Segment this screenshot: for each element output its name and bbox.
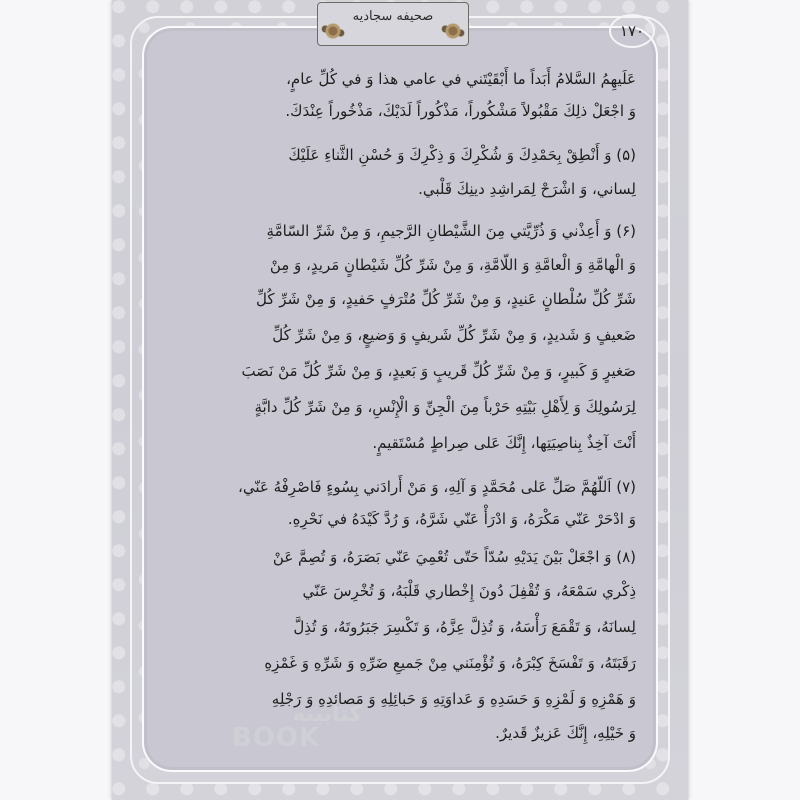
text-line: (۷) اَللّهُمَّ صَلِّ عَلى مُحَمَّدٍ وَ آلِهِ، وَ مَنْ أَرادَني بِسُوءٍ فَاصْرِفْهُ عَنّي، [237, 478, 636, 496]
text-line: (۵) وَ أَنْطِقْ بِحَمْدِكَ وَ شُكْرِكَ وَ ذِكْرِكَ وَ حُسْنِ الثَّناءِ عَلَيْكَ [288, 146, 636, 164]
ketabineh-book-watermark [232, 702, 362, 753]
text-line: رَقَبَتَهُ، وَ تَفْسَخَ كِبْرَهُ، وَ تُؤْمِنَني مِنْ جَميعِ ضَرِّهِ وَ شَرِّهِ وَ غَمْزِهِ [264, 654, 636, 672]
text-line: (۶) وَ أَعِذْني وَ ذُرِّيَّتي مِنَ الشَّيْطانِ الرَّجيمِ، وَ مِنْ شَرِّ السّامَّةِ [266, 222, 636, 240]
floral-ornament-icon [320, 21, 346, 41]
text-line: وَ الْهامَّةِ وَ الْعامَّةِ وَ اللّامَّةِ، وَ مِنْ شَرِّ كُلِّ شَيْطانٍ مَريدٍ، وَ مِنْ [269, 256, 636, 274]
text-line: وَ خَيْلِهِ، إِنَّكَ عَزيزٌ قَديرٌ. [495, 724, 636, 742]
text-line: صَغيرٍ وَ كَبيرٍ، وَ مِنْ شَرِّ كُلِّ قَريبٍ وَ بَعيدٍ، وَ مِنْ شَرِّ كُلِّ مَنْ نَصَبَ [241, 362, 636, 380]
text-line: عَلَيهِمُ السَّلامُ أَبَداً ما أَبْقَيْتَني في عامي هذا وَ في كُلِّ عامٍ، [286, 70, 636, 88]
text-line: لِسانَهُ، وَ تَقْمَعَ رَأْسَهُ، وَ تُذِلَّ عِزَّهُ، وَ تَكْسِرَ جَبَرُوتَهُ، وَ تُذِلَّ [293, 618, 636, 636]
book-page [112, 0, 688, 800]
text-line: لِساني، وَ اشْرَحْ لِمَراشِدِ دينِكَ قَلْبي. [418, 180, 636, 198]
page-title: صحیفه سجادیه [352, 9, 434, 24]
header-title-box [317, 2, 469, 46]
text-line: أَنْتَ آخِذٌ بِناصِيَتِها، إِنَّكَ عَلى صِراطٍ مُسْتَقيمٍ. [372, 434, 636, 452]
text-line: وَ هَمْزِهِ وَ لَمْزِهِ وَ حَسَدِهِ وَ عَداوَتِهِ وَ حَبائِلِهِ وَ مَصائِدِهِ وَ رَجْلِهِ [271, 690, 636, 708]
text-line: وَ ادْحَرْ عَنّي مَكْرَهُ، وَ ادْرَأْ عَنّي شَرَّهُ، وَ رُدَّ كَيْدَهُ في نَحْرِهِ. [287, 510, 636, 528]
text-line: وَ اجْعَلْ ذلِكَ مَقْبُولاً مَشْكُوراً، مَذْكُوراً لَدَيْكَ، مَذْخُوراً عِنْدَكَ. [285, 102, 636, 120]
text-line: شَرِّ كُلِّ سُلْطانٍ عَنيدٍ، وَ مِنْ شَرِّ كُلِّ مُتْرَفٍ حَفيدٍ، وَ مِنْ شَرِّ كُلِّ [255, 290, 636, 308]
text-line: ضَعيفٍ وَ شَديدٍ، وَ مِنْ شَرِّ كُلِّ شَريفٍ وَ وَضيعٍ، وَ مِنْ شَرِّ كُلِّ [272, 326, 636, 344]
watermark-persian: کتابینه [292, 702, 362, 727]
text-line: ذِكْري سَمْعَهُ، وَ تُقْفِلَ دُونَ إِخْطاري قَلْبَهُ، وَ تُخْرِسَ عَنّي [302, 582, 636, 600]
watermark-english: BOOK [232, 723, 321, 753]
text-line: لِرَسُولِكَ وَ لِأَهْلِ بَيْتِهِ حَرْباً مِنَ الْجِنِّ وَ الْإِنْسِ، وَ مِنْ شَرِّ كُلِّ دابَّةٍ [254, 398, 636, 416]
text-line: (۸) وَ اجْعَلْ بَيْنَ يَدَيْهِ سُدّاً حَتّى تُعْمِيَ عَنّي بَصَرَهُ، وَ تُصِمَّ عَنْ [272, 548, 636, 566]
page-number: ۱۷۰ [609, 14, 655, 48]
floral-ornament-icon [440, 21, 466, 41]
